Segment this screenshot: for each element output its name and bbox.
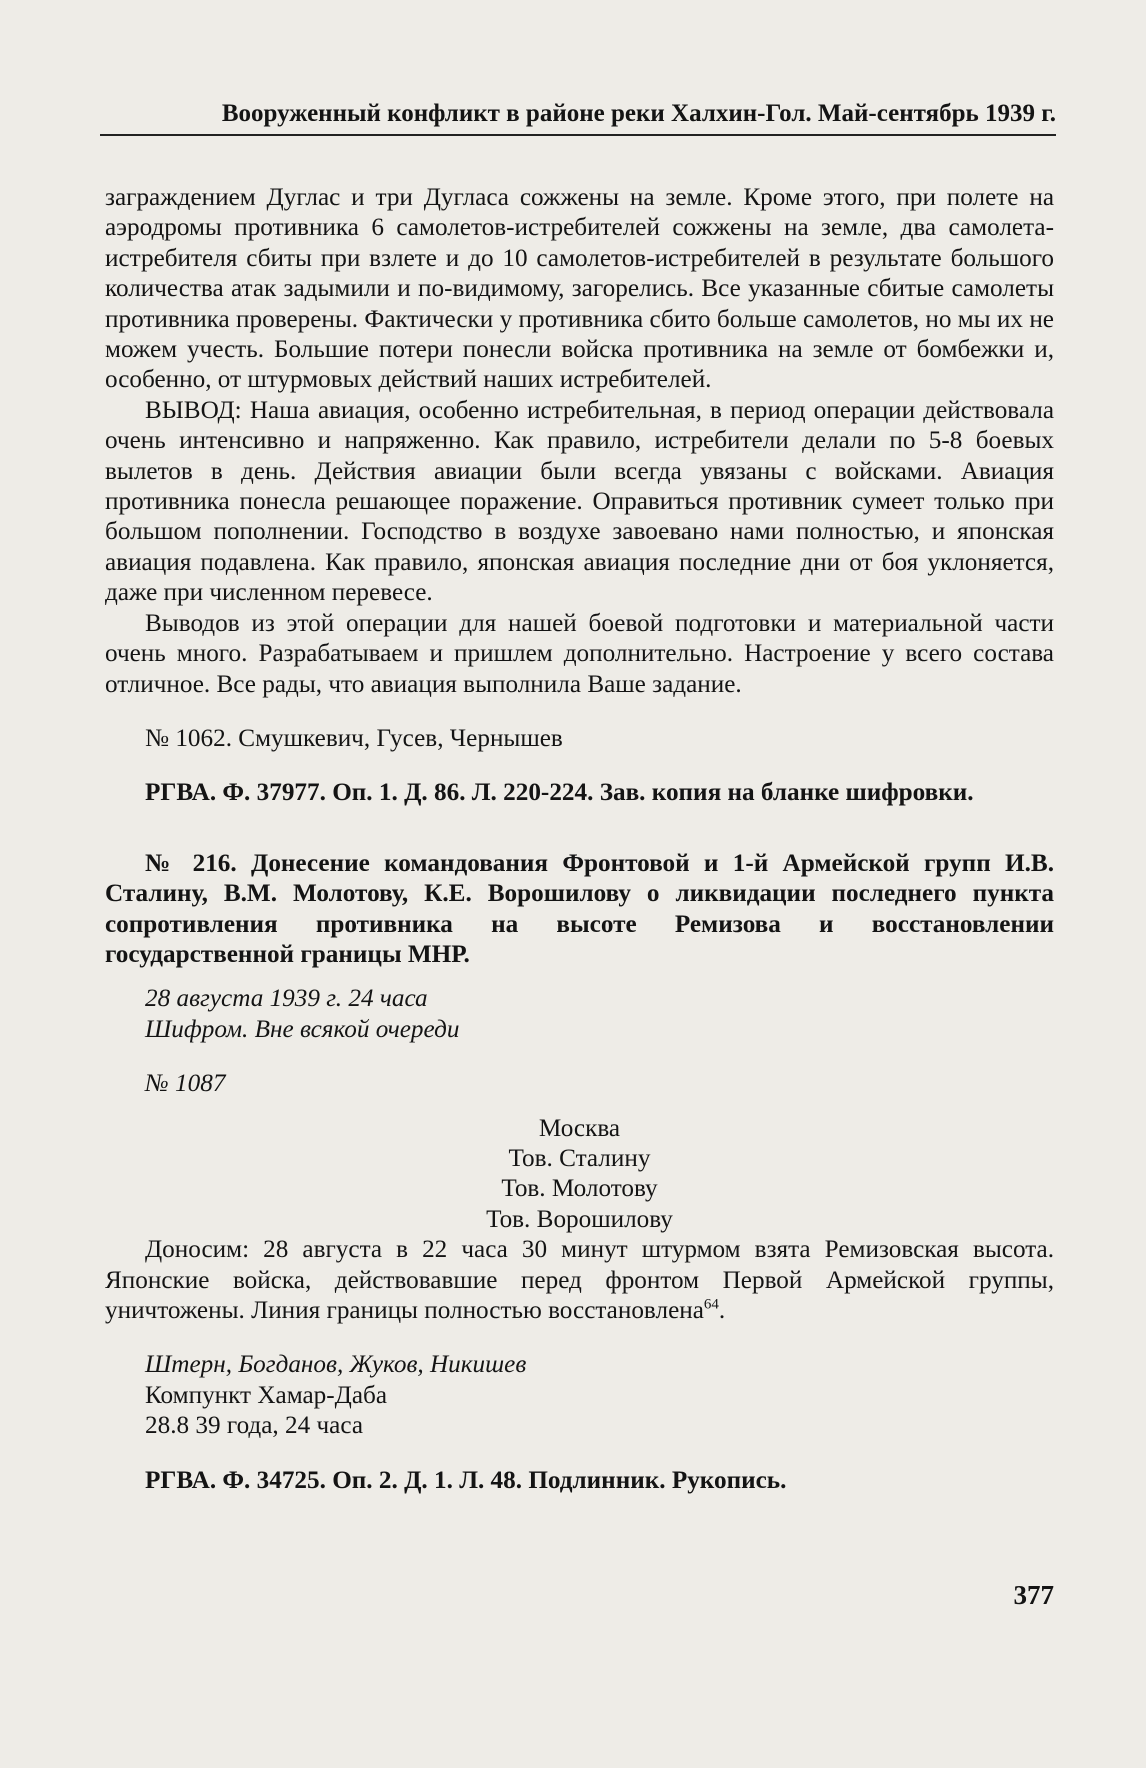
report-text: Доносим: 28 августа в 22 часа 30 минут штурмом взята Ремизовская высота. Японские войска, действовавшие перед фронтом Первой Армейской группы, уничтожены. Линия границы полностью восстановлена — [105, 1236, 1054, 1324]
paragraph-aviation-results: заграждением Дуглас и три Дугласа сожжены на земле. Кроме этого, при полете на аэродромы противника 6 самолетов-истребителей сожжены на земле, два самолета-истребителя сбиты при взлете и до 10 самолетов-истребителей в результате большого количества атак задымили и по-видимому, загорелись. Все указанные сбитые самолеты противника проверены. Фактически у противника сбито больше самолетов, но мы их не можем учесть. Большие потери понесли войска противника на земле от бомбежки и, особенно, от штурмовых действий наших истребителей. — [105, 184, 1054, 394]
page-number: 377 — [1013, 1580, 1054, 1610]
cipher-note: Шифром. Вне всякой очереди — [145, 1015, 460, 1043]
report-body — [105, 1235, 1054, 1326]
signatories: Штерн, Богданов, Жуков, Никишев — [145, 1351, 527, 1379]
footnote-mark: 64 — [703, 1296, 719, 1313]
address-molotov: Тов. Молотову — [501, 1175, 658, 1203]
document-number: № 1087 — [145, 1070, 226, 1098]
report-end: . — [718, 1297, 726, 1324]
archive-reference: РГВА. Ф. 37977. Оп. 1. Д. 86. Л. 220-224. Зав. копия на бланке шифровки. — [145, 779, 974, 807]
paragraph-conclusion: ВЫВОД: Наша авиация, особенно истребительная, в период операции действовала очень интенсивно и напряженно. Как правило, истребители делали по 5-8 боевых вылетов в день. Действия авиации были всегда увязаны с войсками. Авиация противника понесла решающее поражение. Оправиться противник сумеет только при большом пополнении. Господство в воздухе завоевано нами полностью, и японская авиация подавлена. Как правило, японская авиация последние дни от боя уклоняется, даже при численном перевесе. — [105, 396, 1054, 607]
address-city: Москва — [538, 1114, 621, 1142]
address-stalin: Тов. Сталину — [508, 1144, 651, 1172]
paragraph-lessons: Выводов из этой операции для нашей боевой подготовки и материальной части очень много. Разрабатываем и пришлем дополнительно. Настроение у всего состава отличное. Все рады, что авиация выполнила Ваше задание. — [105, 609, 1054, 698]
document-title: № 216. Донесение командования Фронтовой и 1-й Армейской групп И.В. Сталину, В.М. Молотову, К.Е. Ворошилову о ликвидации последнего пункта сопротивления противника на высоте Ремизова и восстановлении государственной границы МНР. — [105, 849, 1054, 968]
place-line: Компункт Хамар-Даба — [145, 1381, 388, 1409]
address-voroshilov: Тов. Ворошилову — [486, 1205, 673, 1233]
datetime-line: 28.8 39 года, 24 часа — [145, 1412, 364, 1440]
archive-reference-2: РГВА. Ф. 34725. Оп. 2. Д. 1. Л. 48. Подлинник. Рукопись. — [145, 1466, 787, 1494]
page-body — [105, 183, 1054, 1496]
signature-line: № 1062. Смушкевич, Гусев, Чернышев — [145, 724, 563, 752]
document-date: 28 августа 1939 г. 24 часа — [145, 985, 428, 1013]
running-title: Вооруженный конфликт в районе реки Халхин-Гол. Май-сентябрь 1939 г. — [100, 100, 1056, 136]
